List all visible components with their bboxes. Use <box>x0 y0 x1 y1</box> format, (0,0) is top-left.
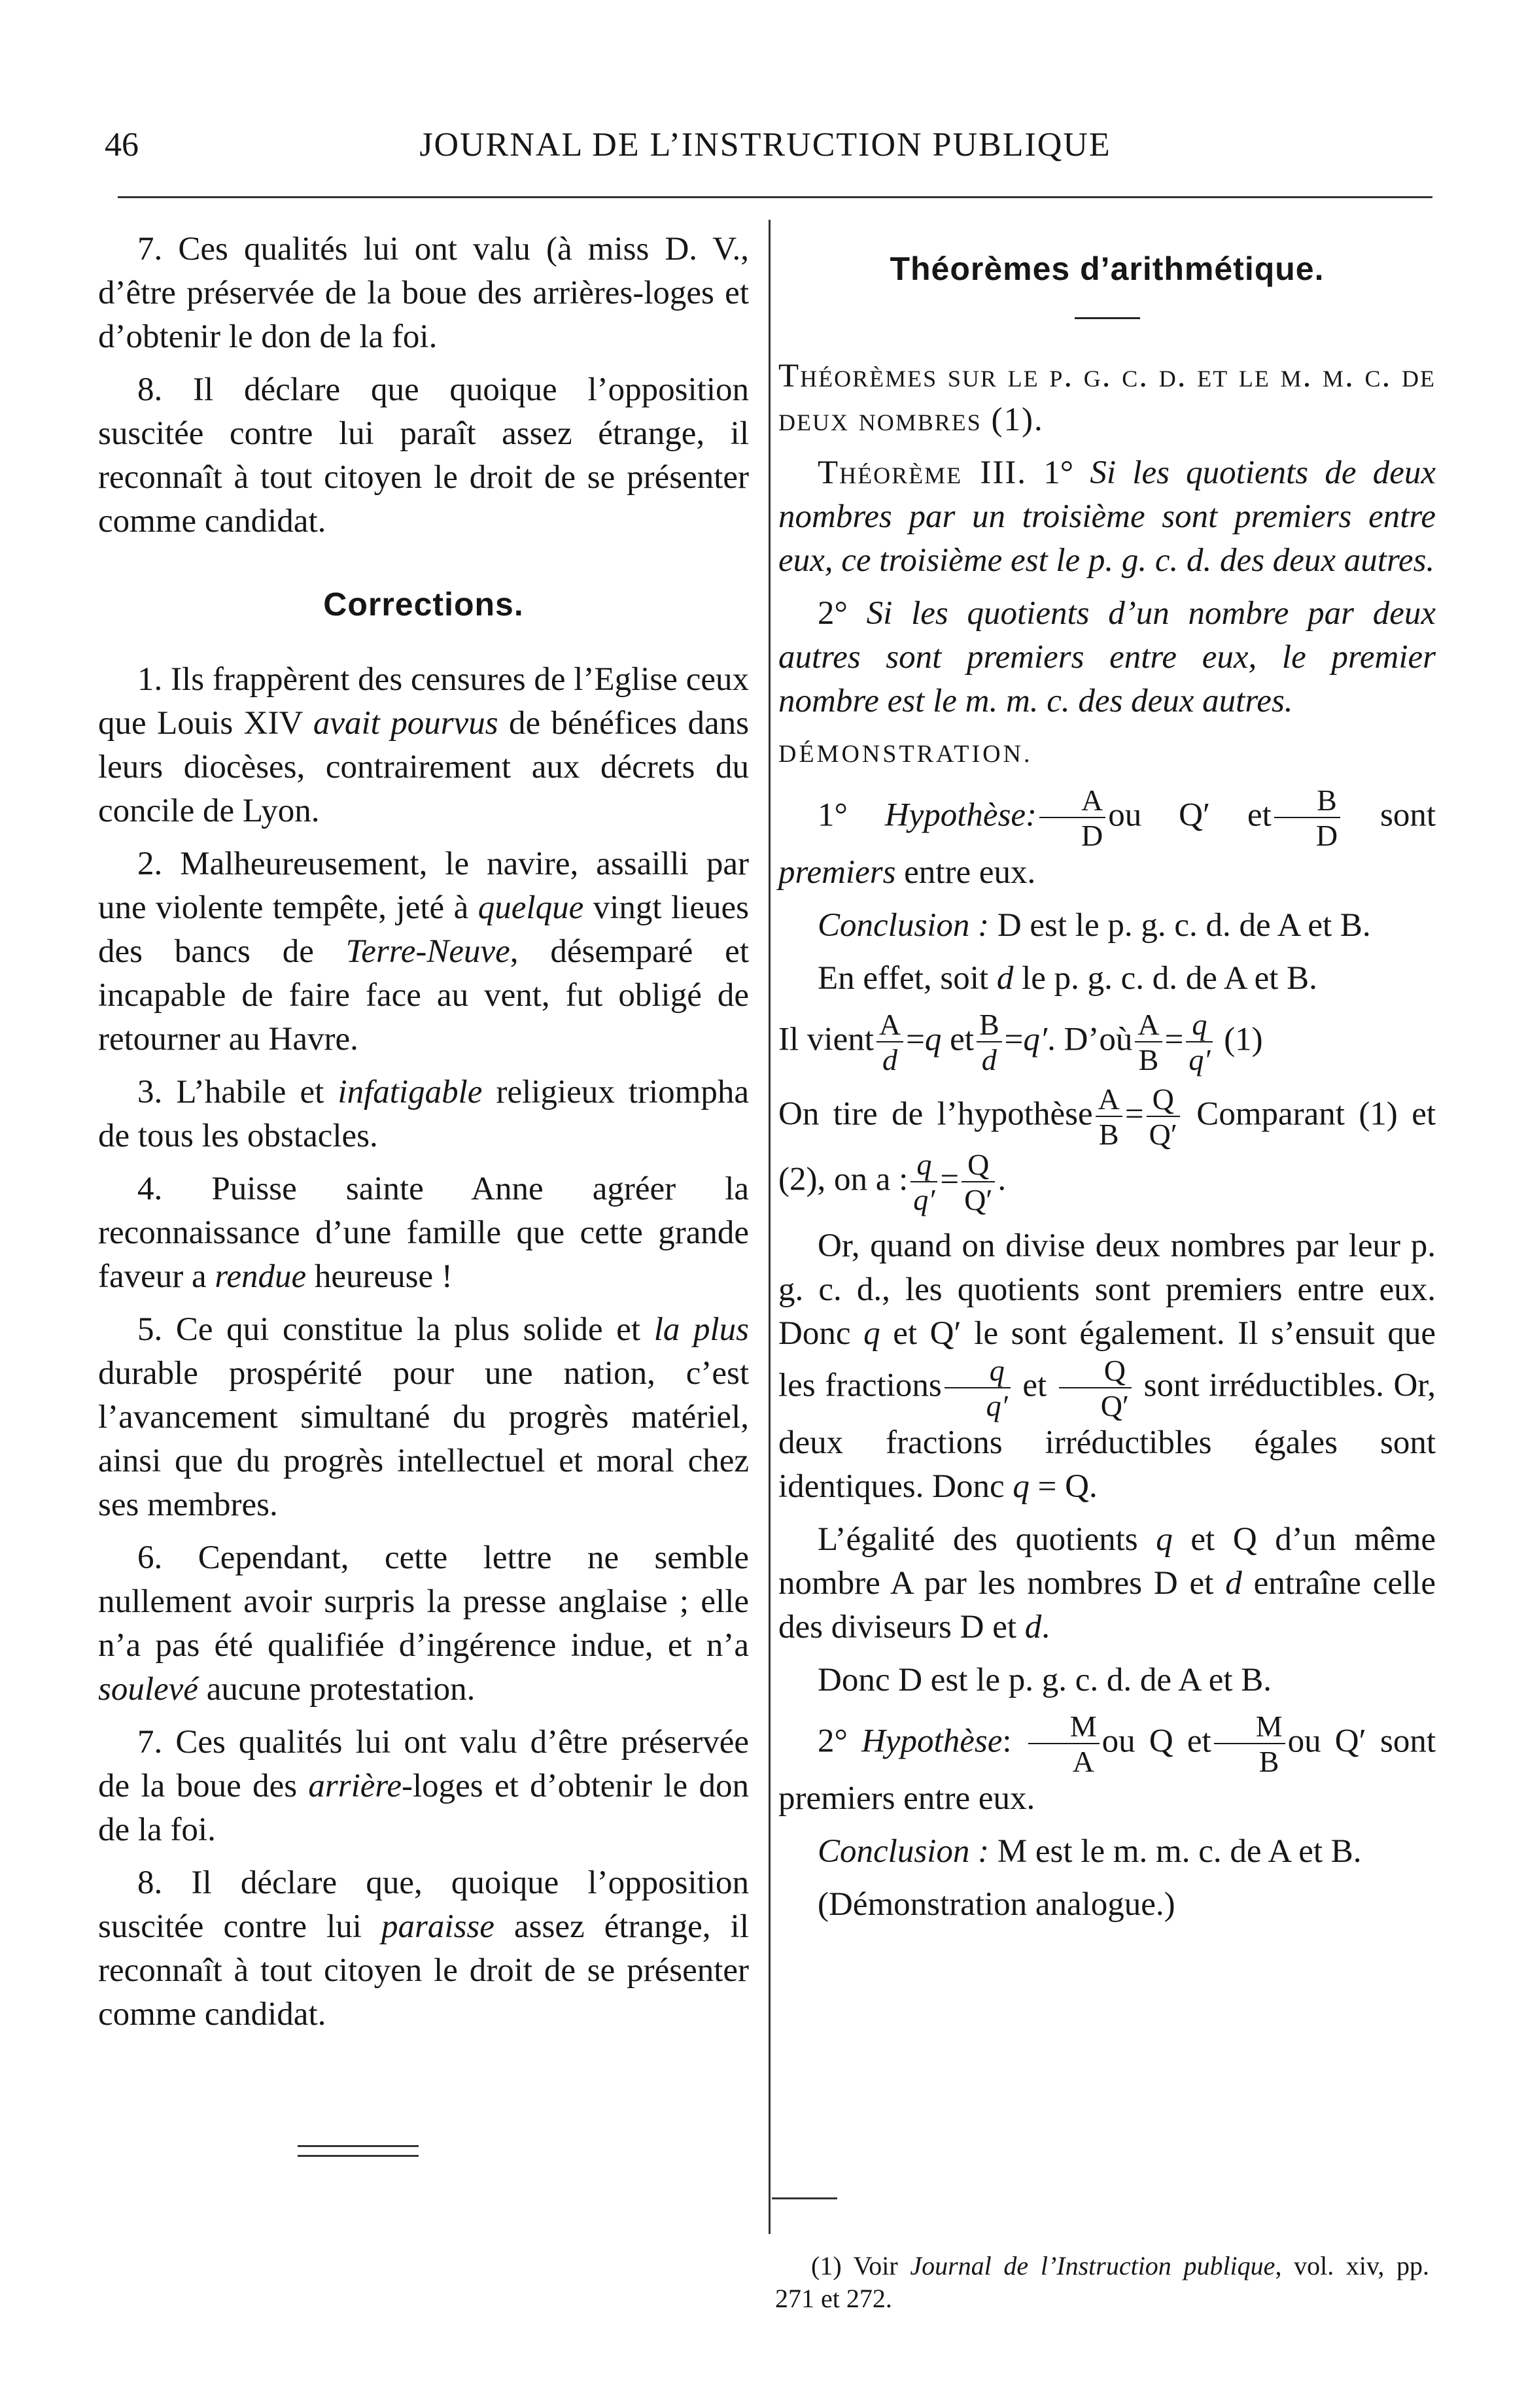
header-rule <box>118 196 1432 198</box>
fraction-q-over-qp-3: $\frac{q}{q'}$ <box>945 1356 1011 1421</box>
fraction-q-over-qp: $\frac{q}{q'}$ <box>1186 1010 1213 1075</box>
page-number: 46 <box>105 126 139 163</box>
theorems-heading: Théorèmes d’arithmétique. <box>890 250 1325 287</box>
correction-7: 7. Ces qualités lui ont valu d’être préservée de la boue des arrière-loges et d’obtenir le don de la foi. <box>98 1724 749 1848</box>
fraction-A-over-d: $\frac{A}{d}$ <box>876 1010 903 1075</box>
correction-2: 2. Malheureusement, le navire, assailli par une violente tempête, jeté à quelque vingt lieues des bancs de Terre-Neuve, désemparé et incapable de faire face au vent, fut obligé de retourner au Havre. <box>98 846 749 1058</box>
correction-8: 8. Il déclare que, quoique l’opposition suscitée contre lui paraisse assez étrange, il reconnaît à tout citoyen le droit de se présenter comme candidat. <box>98 1865 749 2033</box>
correction-1: 1. Ils frappèrent des censures de l’Eglise ceux que Louis XIV avait pourvus de bénéfices dans leurs diocèses, contrairement aux décrets du concile de Lyon. <box>98 661 749 829</box>
correction-4: 4. Puisse sainte Anne agréer la reconnaissance d’une famille que cette grande faveur a rendue heureuse ! <box>98 1171 749 1295</box>
fraction-A-over-B: $\frac{A}{B}$ <box>1135 1010 1162 1075</box>
fraction-M-over-A: $\frac{M}{A}$ <box>1028 1711 1100 1777</box>
fraction-M-over-B: $\frac{M}{B}$ <box>1214 1711 1285 1777</box>
title-rule <box>1075 317 1140 319</box>
conclusion-2: Conclusion : M est le m. m. c. de A et B. <box>818 1833 1362 1870</box>
corrections-heading: Corrections. <box>323 586 524 623</box>
fraction-A-over-D: $\frac{A}{D}$ <box>1039 785 1105 851</box>
correction-6: 6. Cependant, cette lettre ne semble nullement avoir surpris la presse anglaise ; elle n’a pas été qualifiée d’ingérence indue, et n’a soulevé aucune protestation. <box>98 1539 749 1708</box>
hypothesis-2: 2° Hypothèse: $\frac{M}{A}$ ou Q et $\frac{M}{B}$ ou Q′ sont premiers entre eux. <box>778 1710 1436 1817</box>
column-separator <box>769 220 771 2234</box>
page-header <box>105 126 1426 178</box>
left-column <box>98 228 749 2046</box>
en-effet: En effet, soit d le p. g. c. d. de A et B. <box>818 960 1317 997</box>
running-head: JOURNAL DE L’INSTRUCTION PUBLIQUE <box>419 126 1111 163</box>
footnote: (1) Voir Journal de l’Instruction publique, vol. xiv, pp. 271 et 272. <box>775 2251 1429 2313</box>
end-of-column-rule <box>298 2145 419 2157</box>
fraction-B-over-d: $\frac{B}{d}$ <box>977 1010 1002 1075</box>
hypothesis-1: 1° Hypothèse: $\frac{A}{D}$ ou Q′ et $\frac{B}{D}$ sont premiers entre eux. <box>778 783 1436 891</box>
correction-5: 5. Ce qui constitue la plus solide et la plus durable prospérité pour une nation, c’est l’avancement simultané du progrès matériel, ainsi que du progrès intellectuel et moral chez ses membres. <box>98 1311 750 1523</box>
correction-3: 3. L’habile et infatigable religieux triompha de tous les obstacles. <box>98 1074 749 1154</box>
theorems-subheading: Théorèmes sur le p. g. c. d. et le m. m. c. de deux nombres (1). <box>778 358 1436 438</box>
demonstration-heading: DÉMONSTRATION. <box>778 740 1033 768</box>
fraction-q-over-qp-2: $\frac{q}{q'}$ <box>910 1150 937 1215</box>
egalite-paragraph: L’égalité des quotients q et Q d’un même nombre A par les nombres D et d entraîne celle des diviseurs D et d. <box>778 1521 1436 1645</box>
fraction-Q-over-Qp-2: $\frac{Q}{Q'}$ <box>962 1150 995 1215</box>
fraction-B-over-D: $\frac{B}{D}$ <box>1274 785 1340 851</box>
theorem-3-part-2: 2° Si les quotients d’un nombre par deux autres sont premiers entre eux, le premier nombre est le m. m. c. des deux autres. <box>778 595 1436 719</box>
fraction-Q-over-Qp: $\frac{Q}{Q'}$ <box>1147 1084 1180 1150</box>
paragraph-8-original: 8. Il déclare que quoique l’opposition suscitée contre lui paraît assez étrange, il reconnaît à tout citoyen le droit de se présenter comme candidat. <box>98 371 749 540</box>
fraction-Q-over-Qp-3: $\frac{Q}{Q'}$ <box>1059 1356 1132 1421</box>
conclusion-1: Conclusion : D est le p. g. c. d. de A et B. <box>818 907 1371 944</box>
paragraph-7-original: 7. Ces qualités lui ont valu (à miss D. V., d’être préservée de la boue des arrières-loges et d’obtenir le don de la foi. <box>98 231 749 355</box>
theorem-3-part-1: Théorème III. 1° Si les quotients de deux nombres par un troisième sont premiers entre eux, ce troisième est le p. g. c. d. des deux autres. <box>778 455 1436 579</box>
right-column <box>778 228 1436 1936</box>
fraction-A-over-B-2: $\frac{A}{B}$ <box>1096 1084 1122 1150</box>
footnote-rule <box>772 2197 837 2199</box>
demonstration-analogue: (Démonstration analogue.) <box>818 1886 1175 1923</box>
donc-paragraph: Donc D est le p. g. c. d. de A et B. <box>818 1662 1272 1698</box>
or-paragraph: Or, quand on divise deux nombres par leur p. g. c. d., les quotients sont premiers entre eux. Donc q et Q′ le sont également. Il s’ensuit que les fractions $\frac{q}{q'}$ et $\frac{Q}{Q'}$ sont irréductibles. Or, deux fractions irréductibles égales sont identiques. Donc q = Q. <box>778 1228 1436 1505</box>
equation-1: Il vient $\frac{A}{d}$ =q et $\frac{B}{d}$ =q′. D’où $\frac{A}{B}$ = $\frac{q}{q'}$ (1) <box>778 1008 1263 1076</box>
equation-2: On tire de l’hypothèse $\frac{A}{B}$ = $\frac{Q}{Q'}$ Comparant (1) et (2), on a : $\frac{q}{q'}$ = $\frac{Q}{Q'}$ . <box>778 1082 1436 1216</box>
